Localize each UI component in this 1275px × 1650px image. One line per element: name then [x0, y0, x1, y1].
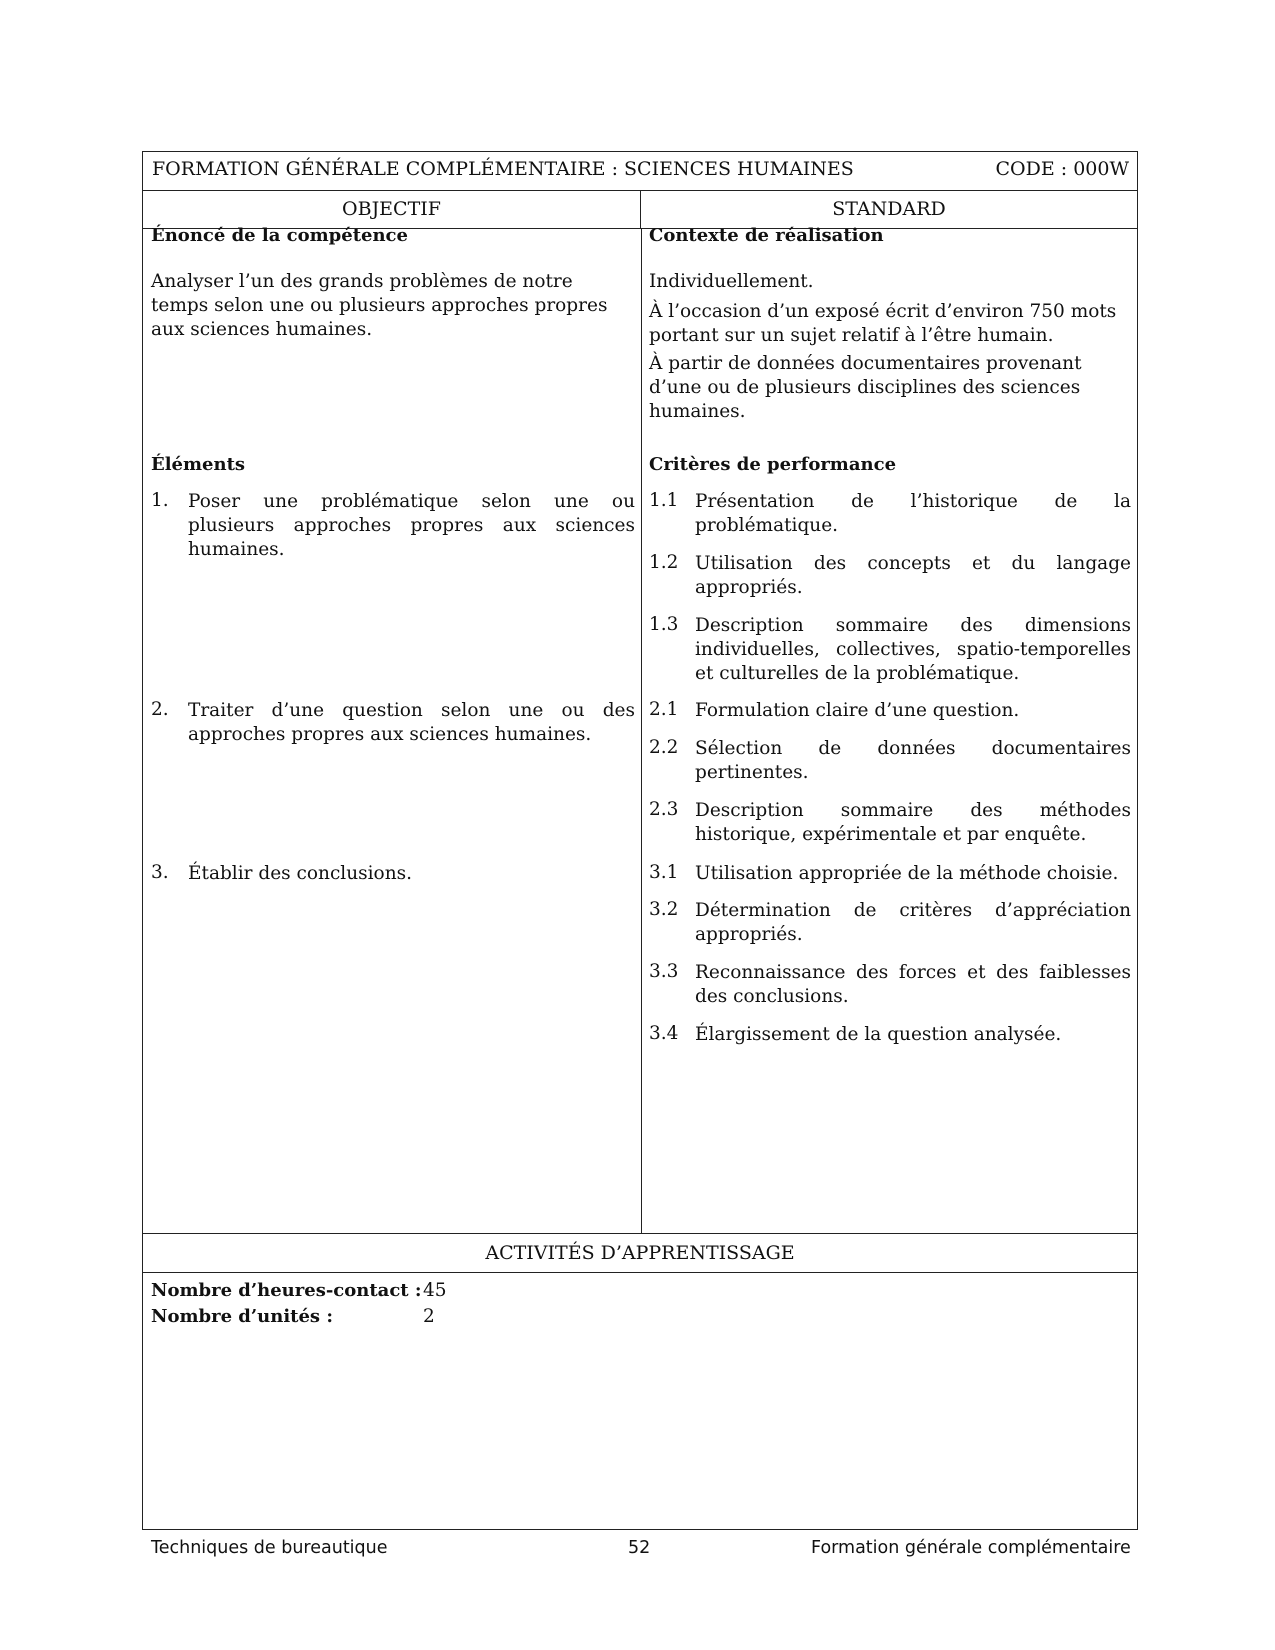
contexte-label: Contexte de réalisation: [649, 225, 884, 246]
heures-label: Nombre d’heures-contact :: [151, 1280, 422, 1301]
elements-label: Éléments: [151, 454, 246, 475]
element-number: 2.: [151, 699, 169, 720]
critere-text: Formulation claire d’une question.: [695, 700, 1020, 721]
criteres-label: Critères de performance: [649, 454, 897, 475]
element-text: Traiter d’une question selon une ou des approches propres aux sciences humaines.: [188, 700, 635, 745]
critere-text: Élargissement de la question analysée.: [695, 1024, 1062, 1045]
critere-number: 2.1: [649, 699, 679, 720]
critere-number: 1.1: [649, 490, 679, 511]
critere-text: Détermination de critères d’appréciation appropriés.: [695, 900, 1131, 945]
element-number: 3.: [151, 862, 169, 883]
footer-left: Techniques de bureautique: [151, 1538, 388, 1558]
contexte-line: À partir de données documentaires provenant d’une ou de plusieurs disciplines des sciences humaines.: [649, 353, 1082, 422]
column-header-standard: STANDARD: [641, 191, 1137, 229]
critere-number: 3.2: [649, 899, 679, 920]
critere-text: Description sommaire des dimensions individuelles, collectives, spatio-temporelles et culturelles de la problématique.: [695, 615, 1131, 684]
critere-text: Utilisation des concepts et du langage appropriés.: [695, 553, 1131, 598]
critere-text: Sélection de données documentaires pertinentes.: [695, 738, 1131, 783]
unites-value: 2: [423, 1306, 435, 1327]
activites-title: ACTIVITÉS D’APPRENTISSAGE: [485, 1242, 795, 1264]
critere-number: 1.2: [649, 552, 679, 573]
enonce-text: Analyser l’un des grands problèmes de notre temps selon une ou plusieurs approches propres aux sciences humaines.: [151, 271, 608, 340]
element-text: Établir des conclusions.: [188, 863, 412, 884]
critere-number: 3.3: [649, 961, 679, 982]
contexte-line: Individuellement.: [649, 271, 814, 292]
critere-text: Présentation de l’historique de la problématique.: [695, 491, 1131, 536]
element-text: Poser une problématique selon une ou plusieurs approches propres aux sciences humaines.: [188, 491, 635, 560]
critere-number: 3.4: [649, 1023, 679, 1044]
critere-text: Description sommaire des méthodes historique, expérimentale et par enquête.: [695, 800, 1131, 845]
footer-right: Formation générale complémentaire: [811, 1538, 1131, 1558]
table-header: [143, 152, 1137, 191]
critere-number: 2.3: [649, 799, 679, 820]
unites-label: Nombre d’unités :: [151, 1306, 333, 1327]
critere-text: Utilisation appropriée de la méthode choisie.: [695, 863, 1119, 884]
heures-value: 45: [423, 1280, 447, 1301]
column-divider: [641, 229, 642, 1233]
column-header-objectif: OBJECTIF: [143, 191, 641, 229]
contexte-line: À l’occasion d’un exposé écrit d’environ 750 mots portant sur un sujet relatif à l’être humain.: [649, 301, 1117, 346]
page-number: 52: [628, 1538, 651, 1558]
header-title: FORMATION GÉNÉRALE COMPLÉMENTAIRE : SCIENCES HUMAINES: [152, 158, 854, 180]
critere-number: 2.2: [649, 737, 679, 758]
critere-number: 3.1: [649, 862, 679, 883]
critere-number: 1.3: [649, 614, 679, 635]
critere-text: Reconnaissance des forces et des faiblesses des conclusions.: [695, 962, 1131, 1007]
header-code: CODE : 000W: [995, 158, 1129, 180]
enonce-label: Énoncé de la compétence: [151, 225, 408, 246]
competency-table: [142, 151, 1138, 1530]
element-number: 1.: [151, 490, 169, 511]
section-divider: [143, 1272, 1137, 1273]
